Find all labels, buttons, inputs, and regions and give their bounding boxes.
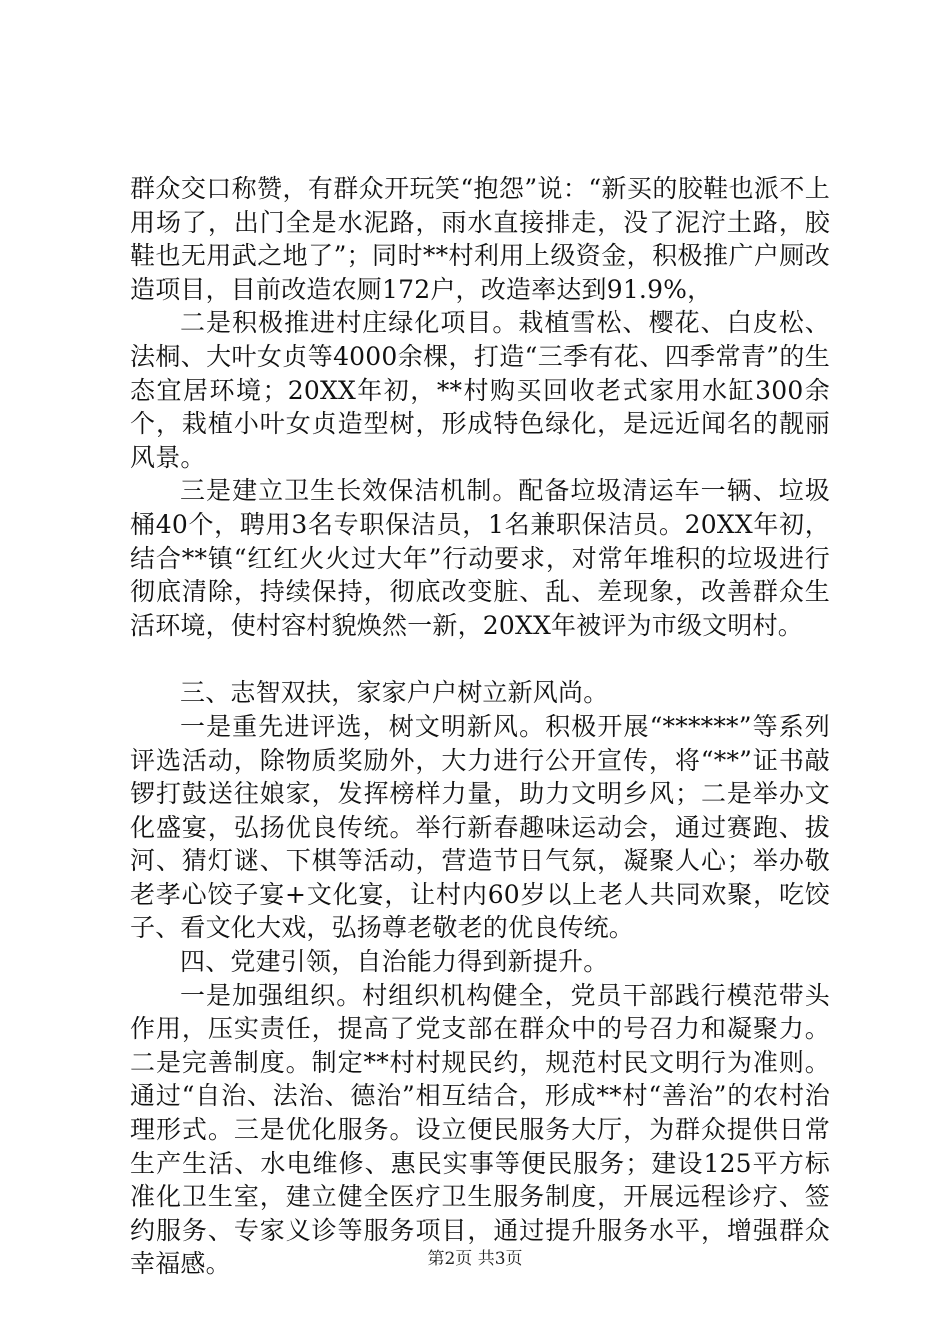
paragraph-cleaning-mechanism: 三是建立卫生长效保洁机制。配备垃圾清运车一辆、垃圾桶40个，聘用3名专职保洁员，1名兼职保洁员。20XX年初，结合**镇“红红火火过大年”行动要求，对常年堆积的垃圾进行彻底清除，持续保持，彻底改变脏、乱、差现象，改善群众生活环境，使村容村貌焕然一新，20XX年被评为市级文明村。 xyxy=(130,476,830,640)
section-heading-party-building: 四、党建引领，自治能力得到新提升。 xyxy=(180,947,609,977)
document-body xyxy=(130,172,830,1281)
paragraph-model-selection: 一是重先进评选，树文明新风。积极开展“******”等系列评选活动，除物质奖励外，大力进行公开宣传，将“**”证书敲锣打鼓送往娘家，发挥榜样力量，助力文明乡风；二是举办文化盛宴，弘扬优良传统。举行新春趣味运动会，通过赛跑、拔河、猜灯谜、下棋等活动，营造节日气氛，凝聚人心；举办敬老孝心饺子宴+文化宴，让村内60岁以上老人共同欢聚，吃饺子、看文化大戏，弘扬尊老敬老的优良传统。 xyxy=(130,711,830,943)
section-heading-civilization: 三、志智双扶，家家户户树立新风尚。 xyxy=(180,678,609,708)
page-number-footer: 第2页 共3页 xyxy=(427,1249,523,1269)
paragraph-sanitation-continued: 群众交口称赞，有群众开玩笑“抱怨”说：“新买的胶鞋也派不上用场了，出门全是水泥路，雨水直接排走，没了泥泞土路，胶鞋也无用武之地了”；同时**村利用上级资金，积极推广户厕改造项目，目前改造农厕172户，改造率达到91.9%， xyxy=(130,174,830,304)
paragraph-greening-project: 二是积极推进村庄绿化项目。栽植雪松、樱花、白皮松、法桐、大叶女贞等4000余棵，打造“三季有花、四季常青”的生态宜居环境；20XX年初，**村购买回收老式家用水缸300余个，栽植小叶女贞造型树，形成特色绿化，是远近闻名的靓丽风景。 xyxy=(130,308,830,472)
paragraph-organization-services: 一是加强组织。村组织机构健全，党员干部践行模范带头作用，压实责任，提高了党支部在群众中的号召力和凝聚力。二是完善制度。制定**村村规民约，规范村民文明行为准则。通过“自治、法治、德治”相互结合，形成**村“善治”的农村治理形式。三是优化服务。设立便民服务大厅，为群众提供日常生产生活、水电维修、惠民实事等便民服务；建设125平方标准化卫生室，建立健全医疗卫生服务制度，开展远程诊疗、签约服务、专家义诊等服务项目，通过提升服务水平，增强群众幸福感。 xyxy=(130,980,830,1279)
